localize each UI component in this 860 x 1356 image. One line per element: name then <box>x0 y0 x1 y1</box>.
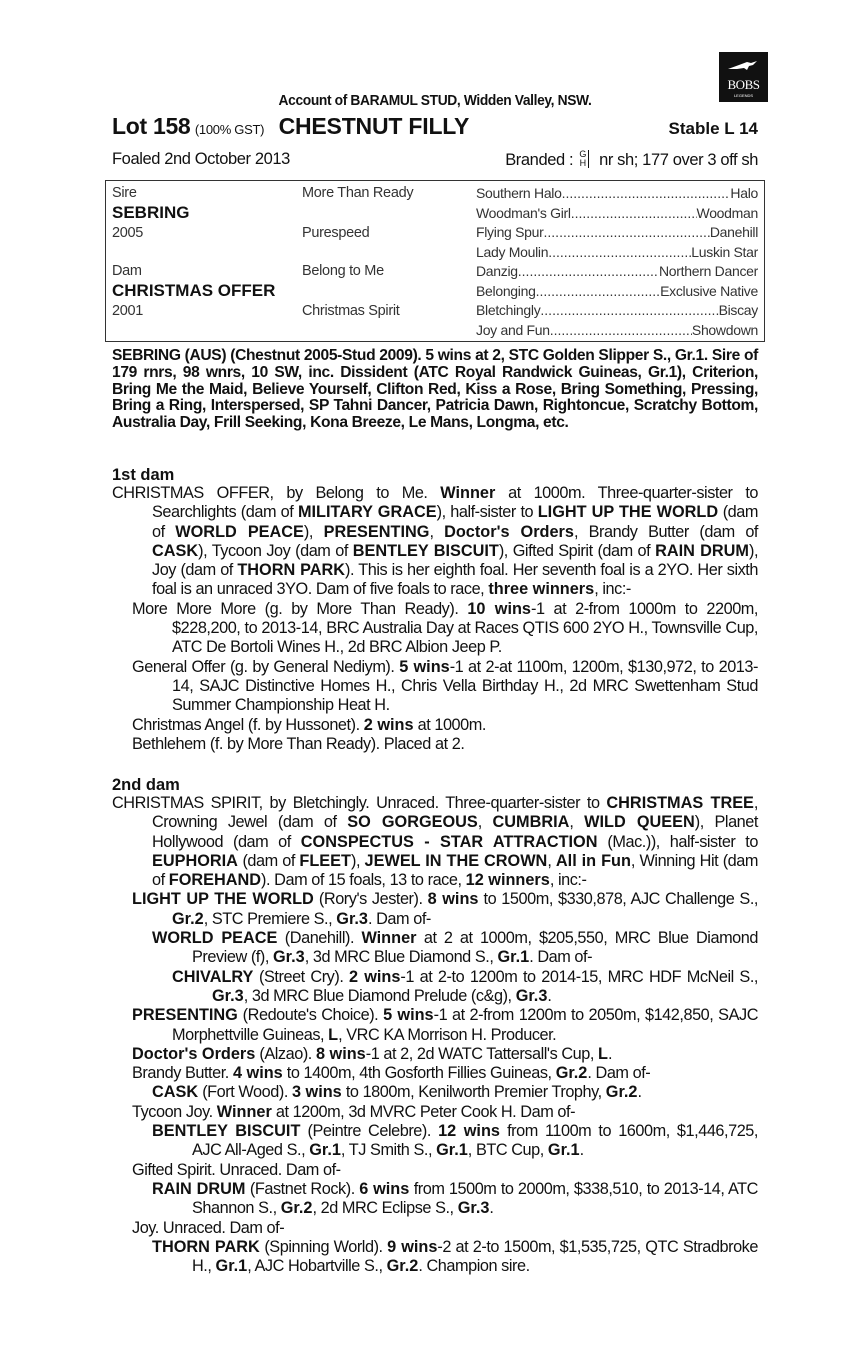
ancestor-name: Bletchingly <box>476 302 541 318</box>
leader-dots <box>544 224 710 240</box>
bold-run: FLEET <box>299 851 351 870</box>
text-run: . Dam of- <box>367 909 431 928</box>
leader-dots <box>571 205 697 221</box>
text-run: to 1500m, $330,878, AJC Challenge S., <box>478 890 758 909</box>
bold-run: Gr.2 <box>605 1083 638 1102</box>
foaled-date: Foaled 2nd October 2013 <box>112 150 290 168</box>
text-run: Gifted Spirit. Unraced. Dam of- <box>132 1160 341 1179</box>
bold-run: Doctor's Orders <box>444 522 574 541</box>
gst-note: (100% GST) <box>194 122 265 137</box>
text-run: from 1500m to 2000m, $338,510, to 2013-14, ATC Shannon S., <box>192 1179 758 1218</box>
bold-run: THORN PARK <box>152 1237 260 1256</box>
bold-run: Gr.1 <box>215 1257 248 1276</box>
bold-run: 12 winners <box>465 871 550 890</box>
bold-run: 8 wins <box>315 1044 366 1063</box>
logo-subtext: LEGENDS <box>733 93 754 98</box>
dam-dam: Christmas Spirit <box>302 303 400 319</box>
text-run: at 2 at 1000m, $205,550, MRC Blue Diamond Preview (f), <box>192 929 758 967</box>
text-run: . <box>637 1083 642 1102</box>
text-run: , BTC Cup, <box>467 1141 548 1160</box>
text-run: ), Tycoon Joy (dam of <box>198 541 353 560</box>
text-run: (Spinning World). <box>259 1237 388 1256</box>
text-run: (Peintre Celebre). <box>300 1122 439 1141</box>
bold-run: RAIN DRUM <box>655 541 749 560</box>
ancestor-sire: Luskin Star <box>691 243 758 260</box>
leader-dots <box>536 283 661 299</box>
leader-dots <box>518 263 659 279</box>
pedigree-ancestor-row <box>476 185 758 201</box>
pedigree-ancestor-row <box>476 302 758 318</box>
bold-run: Gr.2 <box>172 909 204 928</box>
text-run: (Fastnet Rock). <box>245 1179 360 1198</box>
text-run: ), <box>303 522 324 541</box>
ancestor-name: Southern Halo <box>476 185 562 201</box>
bold-run: 6 wins <box>359 1179 410 1198</box>
text-run: at 1000m. <box>413 715 486 734</box>
pedigree-table <box>105 180 765 342</box>
bold-run: FOREHAND <box>168 871 262 890</box>
bold-run: BENTLEY BISCUIT <box>152 1122 301 1141</box>
text-run: . <box>489 1199 494 1218</box>
dam-name: CHRISTMAS OFFER <box>112 281 276 300</box>
sire-year: 2005 <box>112 225 144 241</box>
text-run: Bethlehem (f. by More Than Ready). Placed at 2. <box>132 734 465 753</box>
text-run: at 1200m, 3d MVRC Peter Cook H. Dam of- <box>271 1102 576 1121</box>
ancestor-name: Flying Spur <box>476 224 544 240</box>
bold-run: CASK <box>152 1083 199 1102</box>
text-run: Brandy Butter. <box>132 1064 233 1083</box>
ancestor-sire: Woodman <box>696 204 758 221</box>
progeny-entry <box>112 1122 758 1161</box>
bold-run: JEWEL IN THE CROWN <box>364 851 548 870</box>
text-run: (Alzao). <box>255 1044 316 1063</box>
text-run: ), <box>350 851 365 870</box>
text-run: to 1400m, 4th Gosforth Fillies Guineas, <box>282 1064 556 1083</box>
bold-run: 2 wins <box>349 967 401 986</box>
bold-run: L <box>598 1044 608 1063</box>
pedigree-ancestor-row <box>476 263 758 279</box>
sire-label: Sire <box>112 185 137 201</box>
dam-label: Dam <box>112 263 142 279</box>
branded-label: Branded : <box>505 151 574 169</box>
text-run: ). Dam of 15 foals, 13 to race, <box>261 871 466 890</box>
ancestor-sire: Showdown <box>691 321 758 338</box>
pedigree-ancestor-row <box>476 283 758 299</box>
pedigree-ancestor-row <box>476 205 758 221</box>
text-run: , Brandy Butter (dam of <box>573 522 758 541</box>
text-run: . Champion sire. <box>418 1257 530 1276</box>
ancestor-sire: Biscay <box>718 302 758 318</box>
brand-bottom: H <box>579 158 586 168</box>
text-run: , STC Premiere S., <box>203 909 337 928</box>
pedigree-ancestor-row <box>476 224 758 240</box>
text-run: (dam of <box>152 503 758 541</box>
text-run: ), Planet Hollywood (dam of <box>152 813 758 851</box>
text-run: at 1000m. Three-quarter-sister to Searchlights (dam of <box>152 484 758 522</box>
progeny-entry <box>112 716 758 735</box>
ancestor-name: Woodman's Girl <box>476 204 571 221</box>
lot-number: Lot 158 <box>112 113 191 139</box>
text-run: (Rory's Jester). <box>313 890 428 909</box>
ancestor-name: Lady Moulin <box>476 243 549 260</box>
text-run: , AJC Hobartville S., <box>247 1257 387 1276</box>
bold-run: LIGHT UP THE WORLD <box>537 503 719 522</box>
text-run: -1 at 2-from 1000m to 2200m, $228,200, to 2013-14, BRC Australia Day at Races QTIS 600 2YO H., Townsville Cup, ATC De Bortoli Wines H., 2d BRC Albion Jeep P. <box>172 599 758 657</box>
bird-logo-icon <box>727 60 759 74</box>
first-dam-heading: 1st dam <box>112 466 175 484</box>
bold-run: Doctor's Orders <box>132 1044 256 1063</box>
leader-dots <box>550 322 692 338</box>
text-run: , inc:- <box>594 580 631 599</box>
text-run: , VRC KA Morrison H. Producer. <box>338 1025 557 1044</box>
text-run: General Offer (g. by General Nediym). <box>132 657 400 676</box>
sire-summary: SEBRING (AUS) (Chestnut 2005-Stud 2009). 5 wins at 2, STC Golden Slipper S., Gr.1. Sire of 179 rnrs, 98 wnrs, 10 SW, inc. Dissident (ATC Royal Randwick Guineas, Gr.1), Criterion, Bring Me the Maid, Believe Yourself, Clifton Red, Kiss a Rose, Bring Something, Pressing, Bring a Ring, Interspersed, SP Tahni Dancer, Patricia Dawn, Rightoncue, Scratchy Bottom, Australia Day, Frill Seeking, Kona Breeze, Le Mans, Longma, etc. <box>112 347 758 432</box>
bold-run: BENTLEY BISCUIT <box>352 541 499 560</box>
text-run: , Crowning Jewel (dam of <box>152 794 758 832</box>
bold-run: CHRISTMAS TREE <box>606 794 754 812</box>
bold-run: 4 wins <box>232 1064 283 1083</box>
bold-run: WORLD PEACE <box>175 522 304 541</box>
progeny-entry <box>112 1161 758 1180</box>
progeny-entry <box>112 929 758 968</box>
text-run: ), half-sister to <box>436 503 538 522</box>
text-run: , <box>569 813 585 832</box>
bold-run: Gr.2 <box>280 1199 313 1218</box>
bold-run: Gr.2 <box>386 1257 419 1276</box>
bold-run: SO GORGEOUS <box>347 813 478 832</box>
progeny-entry <box>112 1045 758 1064</box>
bold-run: CONSPECTUS - STAR ATTRACTION <box>300 832 598 851</box>
bold-run: LIGHT UP THE WORLD <box>132 890 314 909</box>
bold-run: Winner <box>216 1102 272 1121</box>
progeny-entry <box>112 600 758 658</box>
bold-run: Gr.3 <box>515 986 548 1005</box>
text-run: ), Joy (dam of <box>152 541 759 580</box>
bold-run: 5 wins <box>383 1006 434 1025</box>
brand-top: G <box>579 149 586 159</box>
text-run: , Winning Hit (dam of <box>152 851 759 890</box>
text-run: Christmas Angel (f. by Hussonet). <box>132 715 364 734</box>
bold-run: Gr.1 <box>497 948 530 967</box>
bold-run: L <box>328 1025 339 1044</box>
sire-dam: Purespeed <box>302 225 370 241</box>
bold-run: 8 wins <box>427 890 479 909</box>
text-run: (dam of <box>237 851 300 870</box>
text-run: , 3d MRC Blue Diamond Prelude (c&g), <box>243 986 516 1005</box>
text-run: Tycoon Joy. <box>132 1102 217 1121</box>
pedigree-ancestor-row <box>476 322 758 338</box>
ancestor-sire: Northern Dancer <box>659 263 758 279</box>
progeny-entry <box>112 735 758 754</box>
text-run: , 3d MRC Blue Diamond S., <box>304 948 498 967</box>
bold-run: Gr.3 <box>336 909 368 928</box>
ancestor-sire: Halo <box>730 185 758 201</box>
text-run: from 1100m to 1600m, $1,446,725, AJC All-Aged S., <box>192 1122 758 1160</box>
bold-run: PRESENTING <box>132 1006 238 1025</box>
vendor-account: Account of BARAMUL STUD, Widden Valley, NSW. <box>278 92 592 109</box>
text-run: , TJ Smith S., <box>340 1141 437 1160</box>
text-run: (Danehill). <box>277 929 362 948</box>
bold-run: THORN PARK <box>237 561 346 580</box>
bold-run: 5 wins <box>399 657 450 676</box>
bold-run: Gr.2 <box>555 1064 588 1083</box>
bold-run: 10 wins <box>467 599 531 618</box>
bold-run: 2 wins <box>363 715 414 734</box>
bold-run: CUMBRIA <box>492 813 570 832</box>
bold-run: Gr.1 <box>436 1141 468 1160</box>
second-dam-section <box>112 776 758 1276</box>
text-run: . <box>547 986 552 1005</box>
bold-run: Winner <box>361 929 417 948</box>
text-run: , 2d MRC Eclipse S., <box>312 1199 458 1218</box>
bold-run: RAIN DRUM <box>152 1179 246 1198</box>
text-run: , <box>429 522 445 541</box>
text-run: (Mac.)), half-sister to <box>597 832 758 851</box>
lot-header <box>112 113 758 143</box>
progeny-entry <box>112 1238 758 1277</box>
pedigree-ancestor-row <box>476 244 758 260</box>
bold-run: WILD QUEEN <box>584 813 695 832</box>
brand-description: nr sh; 177 over 3 off sh <box>599 151 758 169</box>
text-run: CHRISTMAS SPIRIT, by Bletchingly. Unraced. Three-quarter-sister to <box>112 794 607 812</box>
bold-run: WORLD PEACE <box>152 929 278 948</box>
bold-run: 9 wins <box>387 1237 438 1256</box>
sire-sire: More Than Ready <box>302 185 414 201</box>
bold-run: Winner <box>440 484 496 502</box>
text-run: , <box>547 851 556 870</box>
text-run: . <box>607 1044 613 1063</box>
progeny-entry <box>112 1083 758 1102</box>
bold-run: MILITARY GRACE <box>297 503 437 522</box>
text-run: -1 at 2-to 1200m to 2014-15, MRC HDF McNeil S., <box>400 967 758 986</box>
dam-year: 2001 <box>112 303 144 319</box>
text-run: -2 at 2-to 1500m, $1,535,725, QTC Stradbroke H., <box>192 1237 758 1276</box>
text-run: (Fort Wood). <box>198 1083 292 1102</box>
bold-run: 12 wins <box>438 1122 500 1141</box>
bold-run: CASK <box>152 541 199 560</box>
bold-run: CHIVALRY <box>172 967 254 986</box>
ancestor-sire: Exclusive Native <box>660 282 758 299</box>
bold-run: EUPHORIA <box>152 851 238 870</box>
horse-description: CHESTNUT FILLY <box>278 113 470 139</box>
leader-dots <box>548 244 691 260</box>
bold-run: 3 wins <box>291 1083 342 1102</box>
ancestor-name: Joy and Fun <box>476 321 550 338</box>
ancestor-name: Danzig <box>476 263 518 279</box>
dam-paragraph <box>112 794 758 890</box>
stable-location: Stable L 14 <box>668 119 758 138</box>
leader-dots <box>540 302 718 318</box>
bold-run: Gr.3 <box>457 1199 490 1218</box>
text-run: . <box>579 1141 584 1160</box>
text-run: . Dam of- <box>529 948 593 967</box>
dam-paragraph <box>112 484 758 600</box>
text-run: to 1800m, Kenilworth Premier Trophy, <box>341 1083 606 1102</box>
text-run: (Redoute's Choice). <box>237 1006 384 1025</box>
bold-run: Gr.3 <box>273 948 305 967</box>
text-run: , <box>477 813 493 832</box>
bold-run: All in Fun <box>555 851 631 870</box>
ancestor-name: Belonging <box>476 282 536 299</box>
bold-run: three winners <box>488 580 595 599</box>
text-run: . Dam of- <box>587 1064 651 1083</box>
sire-name: SEBRING <box>112 203 190 222</box>
text-run: More More More (g. by More Than Ready). <box>132 599 468 618</box>
text-run: -1 at 2, 2d WATC Tattersall's Cup, <box>365 1044 599 1063</box>
ancestor-sire: Danehill <box>709 224 758 240</box>
first-dam-section <box>112 466 758 754</box>
leader-dots <box>562 185 731 201</box>
bold-run: Gr.1 <box>309 1141 341 1160</box>
progeny-entry <box>112 1219 758 1238</box>
dam-sire: Belong to Me <box>302 263 384 279</box>
progeny-entry <box>112 890 758 929</box>
bold-run: Gr.1 <box>547 1141 580 1160</box>
progeny-entry <box>112 1103 758 1122</box>
progeny-entry <box>112 658 758 716</box>
logo-text: BOBS <box>727 77 760 92</box>
text-run: ), Gifted Spirit (dam of <box>498 541 656 560</box>
text-run: ). This is her eighth foal. Her seventh foal is a 2YO. Her sixth foal is an unraced 3YO. Dam of five foals to race, <box>152 561 758 599</box>
bold-run: PRESENTING <box>323 522 430 541</box>
progeny-entry <box>112 1006 758 1045</box>
text-run: Joy. Unraced. Dam of- <box>132 1218 285 1237</box>
text-run: , inc:- <box>549 871 587 890</box>
brand-info <box>505 150 758 170</box>
brand-mark <box>579 150 589 168</box>
text-run: -1 at 2-at 1100m, 1200m, $130,972, to 2013-14, SAJC Distinctive Homes H., Chris Vella Birthday H., 2d MRC Swettenham Stud Summer Championship Heat H. <box>172 657 758 715</box>
text-run: (Street Cry). <box>253 967 350 986</box>
bold-run: Gr.3 <box>212 986 244 1005</box>
text-run: CHRISTMAS OFFER, by Belong to Me. <box>112 484 441 502</box>
progeny-entry <box>112 1180 758 1219</box>
progeny-entry <box>112 1064 758 1083</box>
second-dam-heading: 2nd dam <box>112 776 180 794</box>
progeny-entry <box>112 968 758 1007</box>
text-run: -1 at 2-from 1200m to 2050m, $142,850, SAJC Morphettville Guineas, <box>172 1006 758 1044</box>
